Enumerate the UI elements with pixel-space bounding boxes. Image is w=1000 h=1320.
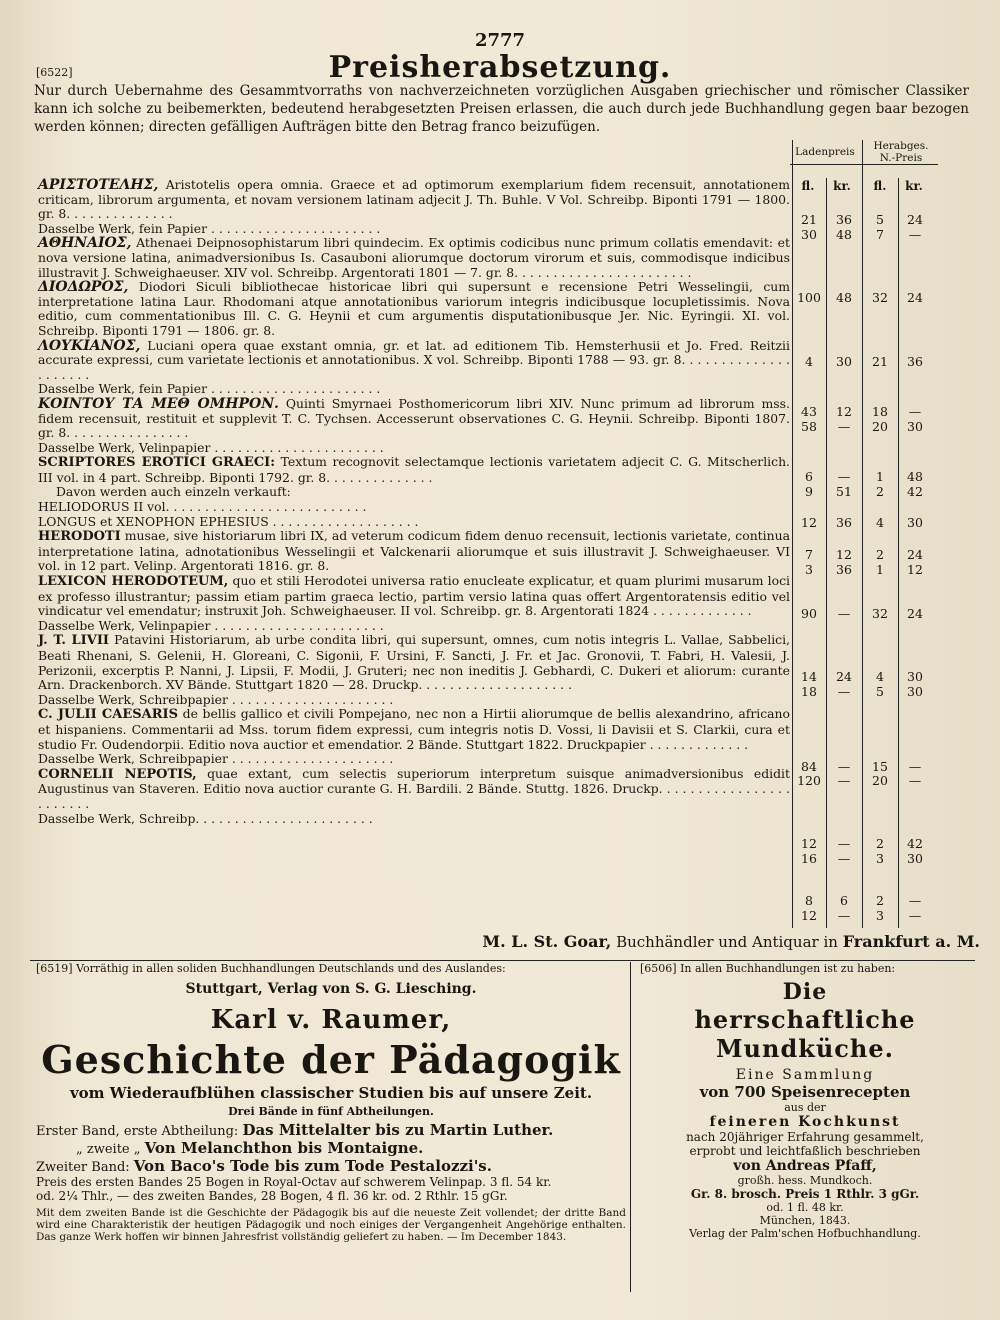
- price-cell: 14: [801, 669, 817, 684]
- price-cell: 30: [801, 227, 817, 242]
- price-cell: 2: [876, 547, 884, 562]
- signature: M. L. St. Goar, Buchhändler und Antiquar in Frankfurt a. M.: [482, 932, 980, 951]
- table-rule: [790, 164, 938, 165]
- price-cell: 12: [907, 562, 923, 577]
- price-cell: 9: [805, 484, 813, 499]
- price-cell: 5: [876, 212, 884, 227]
- subtitle-line: von 700 Speisenrecepten: [699, 1083, 911, 1101]
- price-cell: 4: [876, 669, 884, 684]
- author-role: großh. hess. Mundkoch.: [737, 1174, 873, 1187]
- price-cell: 30: [907, 515, 923, 530]
- ad-intro: [6506] In allen Buchhandlungen ist zu haben:: [640, 962, 896, 975]
- subtitle-line: feineren Kochkunst: [709, 1114, 901, 1130]
- advertisement-raumer: [36, 962, 626, 1243]
- price-cell: 7: [876, 227, 884, 242]
- price-cell: 90: [801, 606, 817, 621]
- price-cell: 1: [876, 469, 884, 484]
- list-item: HELIODORUS II vol. . . . . . . . . . . . . . . . . . . . . . . . . .: [38, 499, 367, 515]
- price-cell: 32: [872, 290, 888, 305]
- price-cell: 30: [907, 419, 923, 434]
- price-cell: —: [908, 893, 922, 908]
- advertisement-mundkueche: [640, 962, 970, 1240]
- price-cell: 36: [836, 212, 852, 227]
- price-cell: 18: [872, 404, 888, 419]
- book-title: Geschichte der Pädagogik: [41, 1037, 621, 1082]
- list-item: Dasselbe Werk, Velinpapier . . . . . . . . . . . . . . . . . . . . . .: [38, 617, 384, 633]
- price-cell: 5: [876, 684, 884, 699]
- author-name: Karl v. Raumer,: [210, 1005, 452, 1035]
- price-cell: 16: [801, 851, 817, 866]
- list-item: CORNELII NEPOTIS, quae extant, cum selectis superiorum interpretum suisque animadversionibus edidit Augustinus van Staveren. Editio nova auctior curante G. H. Bardili. 2 Bände. Stuttg. 1826. Druckp. . . . . . . . . . . . . . . . . . . . . . . .: [38, 765, 790, 811]
- place-line: München, 1843.: [759, 1214, 851, 1227]
- price-cell: 24: [907, 547, 923, 562]
- list-item: Dasselbe Werk, fein Papier . . . . . . . . . . . . . . . . . . . . . .: [38, 381, 381, 397]
- price-cell: 36: [907, 354, 923, 369]
- divider: [30, 960, 975, 961]
- list-item: ΚΟΙΝΤΟΥ ΤΑ ΜΕΘ ΟΜΗΡΟΝ. Quinti Smyrnaei Posthomericorum libri XIV. Nunc primum ad librorum mss. fidem recensuit, restituit et supplevit T. C. Tychsen. Accesserunt observationes C. G. Heynii. Schreibp. Biponti 1807. gr. 8. . . . . . . . . . . . . . . .: [38, 395, 790, 441]
- price-cell: 30: [907, 684, 923, 699]
- price-cell: —: [837, 851, 851, 866]
- price-cell: —: [908, 227, 922, 242]
- book-list: [38, 178, 790, 826]
- book-title: herrschaftliche Mundküche.: [694, 1005, 916, 1063]
- price-cell: 1: [876, 562, 884, 577]
- price-cell: 21: [801, 212, 817, 227]
- price-cell: 7: [805, 547, 813, 562]
- price-cell: —: [837, 759, 851, 774]
- list-item: J. T. LIVII Patavini Historiarum, ab urbe condita libri, qui supersunt, omnes, cum notis integris L. Vallae, Sabbelici, Beati Rhenani, S. Gelenii, H. Gloreani, C. Sigonii, F. Ursini, F. Sancti, J. Fr. et Jac. Gronovii, T. Fabri, H. Valesii, J. Perizonii, excerptis P. Nanni, J. Lipsii, F. Modii, J. Gruteri; nec non ineditis J. Gebhardi, C. Dukeri et aliorum: curante Arn. Drackenborch. XV Bände. Stuttgart 1820 — 28. Druckp. . . . . . . . . . . . . . . . . . . .: [38, 632, 790, 693]
- subtitle-line: nach 20jähriger Erfahrung gesammelt,: [686, 1130, 924, 1144]
- list-item: Dasselbe Werk, Schreibpapier . . . . . . . . . . . . . . . . . . . . .: [38, 691, 394, 707]
- price-cell: 24: [836, 669, 852, 684]
- price-cell: 15: [872, 759, 888, 774]
- price-cell: 21: [872, 354, 888, 369]
- price-cell: 30: [907, 851, 923, 866]
- price-cell: —: [908, 908, 922, 923]
- publisher-line: Verlag der Palm'schen Hofbuchhandlung.: [689, 1227, 921, 1240]
- price-cell: 2: [876, 836, 884, 851]
- part-line: Erster Band, erste Abtheilung: Das Mittelalter bis zu Martin Luther.: [36, 1121, 554, 1139]
- price-cell: 3: [876, 908, 884, 923]
- list-item: SCRIPTORES EROTICI GRAECI: Textum recognovit selectamque lectionis varietatem adjecit C. G. Mitscherlich. III vol. in 4 part. Schreibp. Biponti 1792. gr. 8. . . . . . . . . . . . . .: [38, 454, 790, 485]
- price-cell: 4: [805, 354, 813, 369]
- list-item: Dasselbe Werk, Schreibpapier . . . . . . . . . . . . . . . . . . . . .: [38, 751, 394, 767]
- price-cell: 18: [801, 684, 817, 699]
- subtitle-line: Eine Sammlung: [735, 1067, 875, 1083]
- intro-paragraph: Nur durch Uebernahme des Gesammtvorraths von nachverzeichneten vorzüglichen Ausgaben griechischer und römischer Classiker kann ich solche zu beibemerkten, bedeutend herabgesetzten Preisen erlassen, die auch durch jede Buchhandlung gegen baar bezogen werden können; directen gefälligen Aufträgen bitte den Betrag franco beizufügen.: [34, 83, 969, 135]
- price-cell: 20: [872, 773, 888, 788]
- price-cell: 51: [836, 484, 852, 499]
- price-cell: 30: [907, 669, 923, 684]
- title-die: Die: [782, 979, 828, 1005]
- price-cell: 84: [801, 759, 817, 774]
- price-cell: 3: [876, 851, 884, 866]
- price-line: od. 1 fl. 48 kr.: [766, 1201, 844, 1214]
- part-line: „ zweite „ Von Melanchthon bis Montaigne.: [76, 1139, 424, 1157]
- price-cell: 43: [801, 404, 817, 419]
- page-title: Preisherabsetzung.: [328, 50, 672, 85]
- volumes-note: Drei Bände in fünf Abtheilungen.: [228, 1105, 434, 1118]
- list-item: ΑΘΗΝΑΙΟΣ, Athenaei Deipnosophistarum libri quindecim. Ex optimis codicibus nunc primum collatis emendavit: et nova versione latina, animadversionibus Is. Casauboni aliorumque doctorum virorum et suis, commodisque indicibus illustravit J. Schweighaeuser. XIV vol. Schreibp. Argentorati 1801 — 7. gr. 8. . . . . . . . . . . . . . . . . . . . . . .: [38, 235, 790, 280]
- price-line: od. 2¼ Thlr., — des zweiten Bandes, 28 Bogen, 4 fl. 36 kr. od. 2 Rthlr. 15 gGr.: [36, 1189, 508, 1203]
- list-item: Davon werden auch einzeln verkauft:: [56, 484, 291, 500]
- ladenpreis-header: Ladenpreis: [795, 146, 855, 158]
- price-cell: 2: [876, 893, 884, 908]
- price-cell: 42: [907, 484, 923, 499]
- list-item: C. JULII CAESARIS de bellis gallico et civili Pompejano, nec non a Hirtii aliorumque de bellis alexandrino, africano et hispaniens. Commentarii ad Mss. torum fidem expressi, cum integris notis D. Vossi, li Davisii et S. Clarkii, cura et studio Fr. Oudendorpii. Editio nova auctior et emendatior. 2 Bände. Stuttgart 1822. Druckpapier . . . . . . . . . . . . .: [38, 706, 790, 752]
- price-cell: 4: [876, 515, 884, 530]
- book-subtitle: vom Wiederaufblühen classischer Studien bis auf unsere Zeit.: [69, 1084, 593, 1102]
- page-number: 2777: [474, 30, 526, 51]
- price-cell: 24: [907, 606, 923, 621]
- column-divider: [862, 140, 863, 928]
- price-cell: —: [908, 404, 922, 419]
- ad-note: Mit dem zweiten Bande ist die Geschichte der Pädagogik bis auf die neueste Zeit vollendet; der dritte Band wird eine Charakteristik der heutigen Pädagogik und noch einiges der Vergangenheit Angehörige enthalten. Das ganze Werk hoffen wir binnen Jahresfrist vollständig geliefert zu haben. — Im December 1843.: [36, 1207, 626, 1243]
- publisher-line: Stuttgart, Verlag von S. G. Liesching.: [185, 981, 477, 997]
- ad-intro: [6519] Vorräthig in allen soliden Buchhandlungen Deutschlands und des Auslandes:: [36, 962, 506, 975]
- kr-header: kr.: [833, 179, 851, 193]
- price-cell: 12: [801, 515, 817, 530]
- herabgesetzt-header: Herabges.: [873, 140, 929, 152]
- price-cell: 36: [836, 515, 852, 530]
- price-cell: —: [837, 419, 851, 434]
- price-cell: 8: [805, 893, 813, 908]
- list-item: ΛΟΥΚΙΑΝΟΣ, Luciani opera quae exstant omnia, gr. et lat. ad editionem Tib. Hemsterhusii et Jo. Fred. Reitzii accurate expressi, cum varietate lectionis et annotationibus. X vol. Schreibp. Biponti 1788 — 93. gr. 8. . . . . . . . . . . . . . . . . . . . .: [38, 337, 790, 382]
- price-cell: 30: [836, 354, 852, 369]
- price-cell: 42: [907, 836, 923, 851]
- price-cell: 58: [801, 419, 817, 434]
- price-cell: 36: [836, 562, 852, 577]
- list-item: ΔΙΟΔΩΡΟΣ, Diodori Siculi bibliothecae historicae libri qui supersunt e recensione Petri Wesselingii, cum interpretatione latina Laur. Rhodomani atque annotationibus variorum integris indicibusque locupletissimis. Nova editio, cum commentationibus Ill. C. G. Heynii et cum argumentis disputationibusque Jer. Nic. Eyringii. XI. vol. Schreibp. Biponti 1791 — 1806. gr. 8.: [38, 279, 790, 338]
- list-item: Dasselbe Werk, fein Papier . . . . . . . . . . . . . . . . . . . . . .: [38, 220, 381, 236]
- price-cell: 48: [836, 290, 852, 305]
- price-cell: 2: [876, 484, 884, 499]
- price-cell: 48: [907, 469, 923, 484]
- fl2-header: fl.: [873, 179, 887, 193]
- part-line: Zweiter Band: Von Baco's Tode bis zum Tode Pestalozzi's.: [36, 1157, 492, 1175]
- divider: [630, 962, 631, 1292]
- price-cell: —: [837, 836, 851, 851]
- price-line: Preis des ersten Bandes 25 Bogen in Royal-Octav auf schwerem Velinpap. 3 fl. 54 kr.: [36, 1175, 552, 1189]
- list-item: LEXICON HERODOTEUM, quo et stili Herodotei universa ratio enucleate explicatur, et quam plurimi musarum loci ex professo illustrantur; passim etiam partim graeca lectio, partim versio latina quas offert Argentoratensis editio vel vindicatur vel emendatur; instruxit Joh. Schweighaeuser. II vol. Schreibp. gr. 8. Argentorati 1824 . . . . . . . . . . . . .: [38, 573, 790, 619]
- price-cell: 48: [836, 227, 852, 242]
- price-cell: 12: [836, 404, 852, 419]
- list-item: Dasselbe Werk, Schreibp. . . . . . . . . . . . . . . . . . . . . . .: [38, 810, 373, 826]
- price-cell: —: [837, 606, 851, 621]
- author-name: von Andreas Pfaff,: [733, 1158, 877, 1174]
- price-cell: 32: [872, 606, 888, 621]
- npreis-header: N.-Preis: [879, 152, 923, 164]
- price-cell: 20: [872, 419, 888, 434]
- list-item: ΑΡΙΣΤΟΤΕΛΗΣ, Aristotelis opera omnia. Graece et ad optimorum exemplarium fidem recensuit, annotationem criticam, librorum argumenta, et novam versionem latinam adjecit J. Th. Buhle. V Vol. Schreibp. Biponti 1791 — 1800. gr. 8. . . . . . . . . . . . . .: [38, 177, 790, 222]
- price-cell: —: [908, 773, 922, 788]
- price-cell: —: [837, 908, 851, 923]
- price-cell: 6: [805, 469, 813, 484]
- column-divider: [792, 140, 793, 928]
- price-cell: 100: [797, 290, 821, 305]
- price-cell: 3: [805, 562, 813, 577]
- subtitle-line: erprobt und leichtfaßlich beschrieben: [689, 1144, 921, 1158]
- price-cell: 12: [801, 836, 817, 851]
- kr2-header: kr.: [905, 179, 923, 193]
- price-cell: —: [837, 469, 851, 484]
- subtitle-line: aus der: [784, 1101, 826, 1114]
- price-cell: 12: [836, 547, 852, 562]
- fl-header: fl.: [801, 179, 815, 193]
- list-item: LONGUS et XENOPHON EPHESIUS . . . . . . . . . . . . . . . . . . .: [38, 513, 419, 529]
- ad-reference: [6522]: [36, 66, 73, 79]
- price-cell: 12: [801, 908, 817, 923]
- price-cell: —: [837, 773, 851, 788]
- price-cell: 120: [797, 773, 821, 788]
- list-item: HERODOTI musae, sive historiarum libri IX, ad veterum codicum fidem denuo recensuit, lectionis varietate, continua interpretatione latina, adnotationibus Wesselingii et Valckenarii aliorumque et suis illustravit J. Schweighaeuser. VI vol. in 12 part. Velinp. Argentorati 1816. gr. 8.: [38, 528, 790, 574]
- price-cell: 24: [907, 212, 923, 227]
- price-cell: —: [837, 684, 851, 699]
- price-cell: —: [908, 759, 922, 774]
- list-item: Dasselbe Werk, Velinpapier . . . . . . . . . . . . . . . . . . . . . .: [38, 439, 384, 455]
- price-cell: 6: [840, 893, 848, 908]
- price-cell: 24: [907, 290, 923, 305]
- price-line: Gr. 8. brosch. Preis 1 Rthlr. 3 gGr.: [690, 1187, 920, 1201]
